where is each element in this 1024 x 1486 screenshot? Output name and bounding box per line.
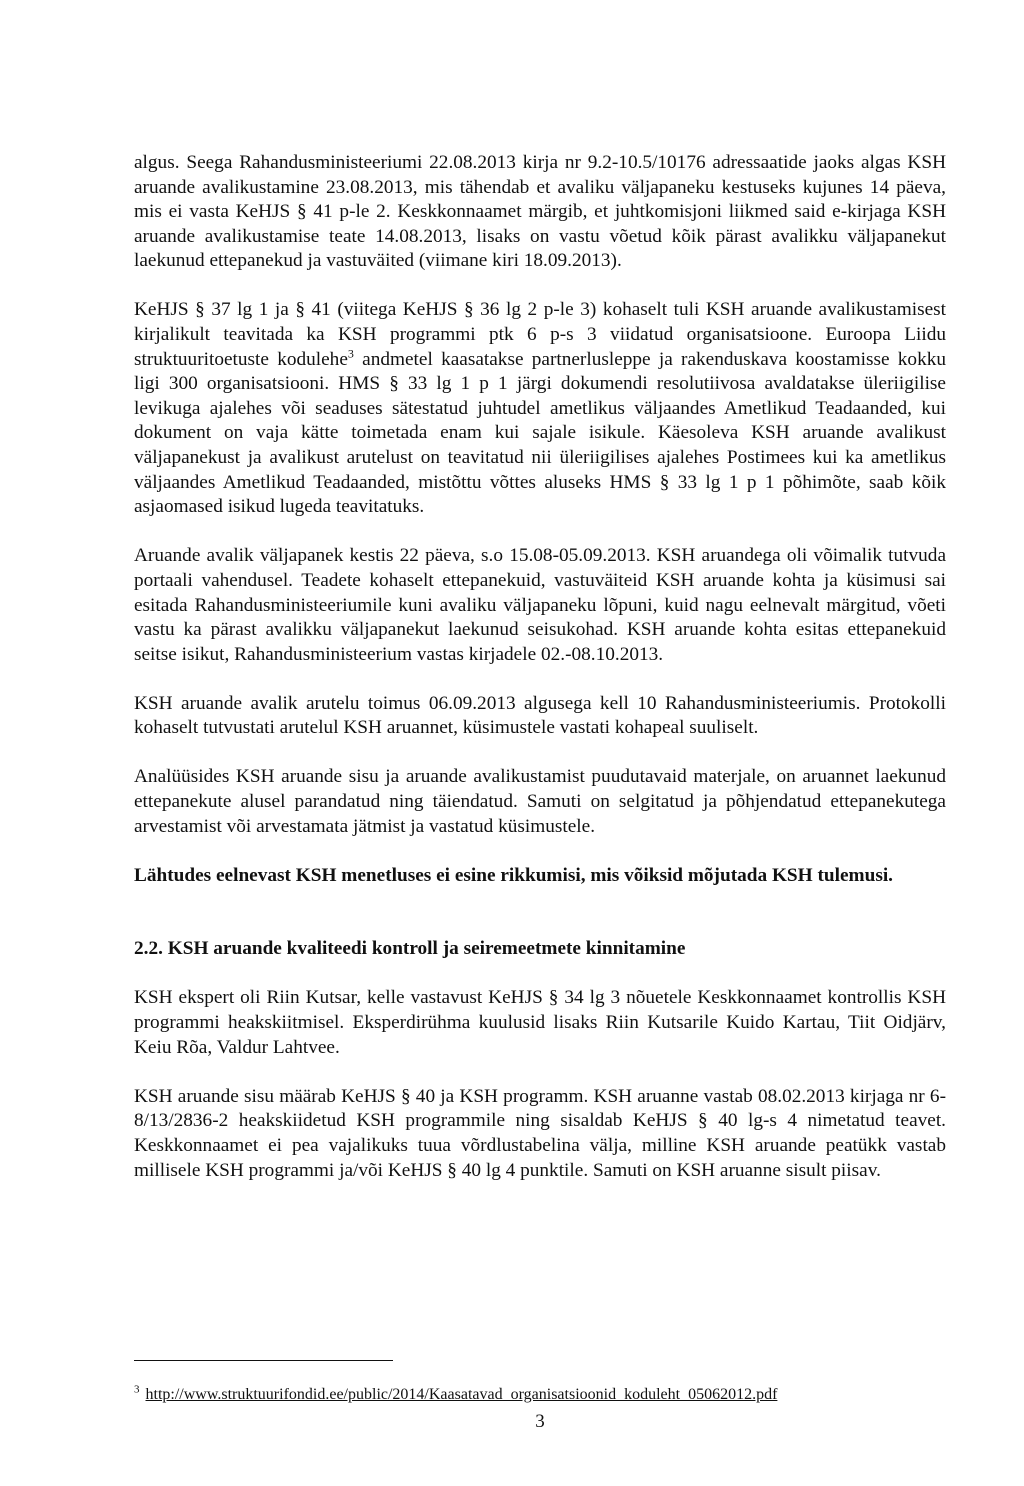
section-heading: 2.2. KSH aruande kvaliteedi kontroll ja seiremeetmete kinnitamine	[134, 938, 686, 960]
footnote-number: 3	[134, 1383, 140, 1396]
footnote-divider	[134, 1360, 393, 1361]
document-body	[134, 151, 946, 1208]
paragraph-teavitamine	[134, 298, 946, 519]
paragraph-aruande-sisu: KSH aruande sisu määrab KeHJS § 40 ja KSH programm. KSH aruanne vastab 08.02.2013 kirjaga nr 6-8/13/2836-2 heakskiidetud KSH programmile ning sisaldab KeHJS § 40 lg-s 4 nimetatud teavet. Keskkonnaamet ei pea vajalikuks tuua võrdlustabelina välja, milline KSH aruande peatükk vastab millisele KSH programmi ja/või KeHJS § 40 lg 4 punktile. Samuti on KSH aruanne sisult piisav.	[134, 1085, 946, 1181]
paragraph-arutelu: KSH aruande avalik arutelu toimus 06.09.2013 algusega kell 10 Rahandusministeeriumis. Protokolli kohaselt tutvustati arutelul KSH aruannet, küsimustele vastati kohapeal suuliselt.	[134, 692, 946, 739]
footnote-link[interactable]: http://www.struktuurifondid.ee/public/2014/Kaasatavad_organisatsioonid_koduleht_05062012.pdf	[145, 1386, 778, 1403]
footnote	[134, 1385, 777, 1405]
paragraph-avalikustamine-algus: algus. Seega Rahandusministeeriumi 22.08.2013 kirja nr 9.2-10.5/10176 adressaatide jaoks algas KSH aruande avalikustamine 23.08.2013, mis tähendab et avaliku väljapaneku kestuseks kujunes 14 päeva, mis ei vasta KeHJS § 41 p-le 2. Keskkonnaamet märgib, et juhtkomisjoni liikmed said e-kirjaga KSH aruande avalikustamise teate 14.08.2013, lisaks on vastu võetud kõik pärast avalikku väljapanekut laekunud ettepanekud ja vastuväited (viimane kiri 18.09.2013).	[134, 152, 946, 272]
paragraph-teavitamine-part1: KeHJS § 37 lg 1 ja § 41 (viitega KeHJS § 36 lg 2 p-le 3) kohaselt tuli KSH aruande avalikustamisest kirjalikult teavitada ka KSH programmi ptk 6 p-s 3 viidatud organisatsioone. Euroopa Liidu struktuuritoetuste kodulehe	[134, 299, 946, 370]
paragraph-teavitamine-part2: andmetel kaasatakse partnerlusleppe ja rakenduskava koostamisse kokku ligi 300 organisatsiooni. HMS § 33 lg 1 p 1 järgi dokumendi resolutiivosa avaldatakse üleriigilise levikuga ajalehes või seaduses sätestatud juhtudel ametlikus väljaandes Ametlikud Teadaanded, kui dokument on vaja kätte toimetada enam kui sajale isikule. Käesoleva KSH aruande avalikust väljapanekust ja avalikust arutelust on teavitatud nii üleriigilises ajalehes Postimees kui ka ametlikus väljaandes Ametlikud Teadaanded, mistõttu võttes aluseks HMS § 33 lg 1 p 1 põhimõte, saab kõik asjaomased isikud lugeda teavitatuks.	[134, 348, 946, 518]
page-number: 3	[535, 1411, 545, 1432]
paragraph-valjapanek: Aruande avalik väljapanek kestis 22 päeva, s.o 15.08-05.09.2013. KSH aruandega oli võimalik tutvuda portaali vahendusel. Teadete kohaselt ettepanekuid, vastuväiteid KSH aruande kohta ja küsimusi sai esitada Rahandusministeeriumile kuni avaliku väljapaneku lõpuni, kuid nagu eelnevalt märgitud, võeti vastu ka pärast avalikku väljapanekut laekunud seisukohad. KSH aruande kohta esitas ettepanekuid seitse isikut, Rahandusministeerium vastas kirjadele 02.-08.10.2013.	[134, 545, 946, 665]
paragraph-ekspert: KSH ekspert oli Riin Kutsar, kelle vastavust KeHJS § 34 lg 3 nõuetele Keskkonnaamet kontrollis KSH programmi heakskiitmisel. Eksperdirühma kuulusid lisaks Riin Kutsarile Kuido Kartau, Tiit Oidjärv, Keiu Rõa, Valdur Lahtvee.	[134, 987, 946, 1058]
footnote-reference[interactable]: 3	[347, 346, 354, 361]
paragraph-conclusion: Lähtudes eelnevast KSH menetluses ei esine rikkumisi, mis võiksid mõjutada KSH tulemusi.	[134, 864, 894, 886]
paragraph-analuus: Analüüsides KSH aruande sisu ja aruande avalikustamist puudutavaid materjale, on aruannet laekunud ettepanekute alusel parandatud ning täiendatud. Samuti on selgitatud ja põhjendatud ettepanekutega arvestamist või arvestamata jätmist ja vastatud küsimustele.	[134, 766, 946, 837]
